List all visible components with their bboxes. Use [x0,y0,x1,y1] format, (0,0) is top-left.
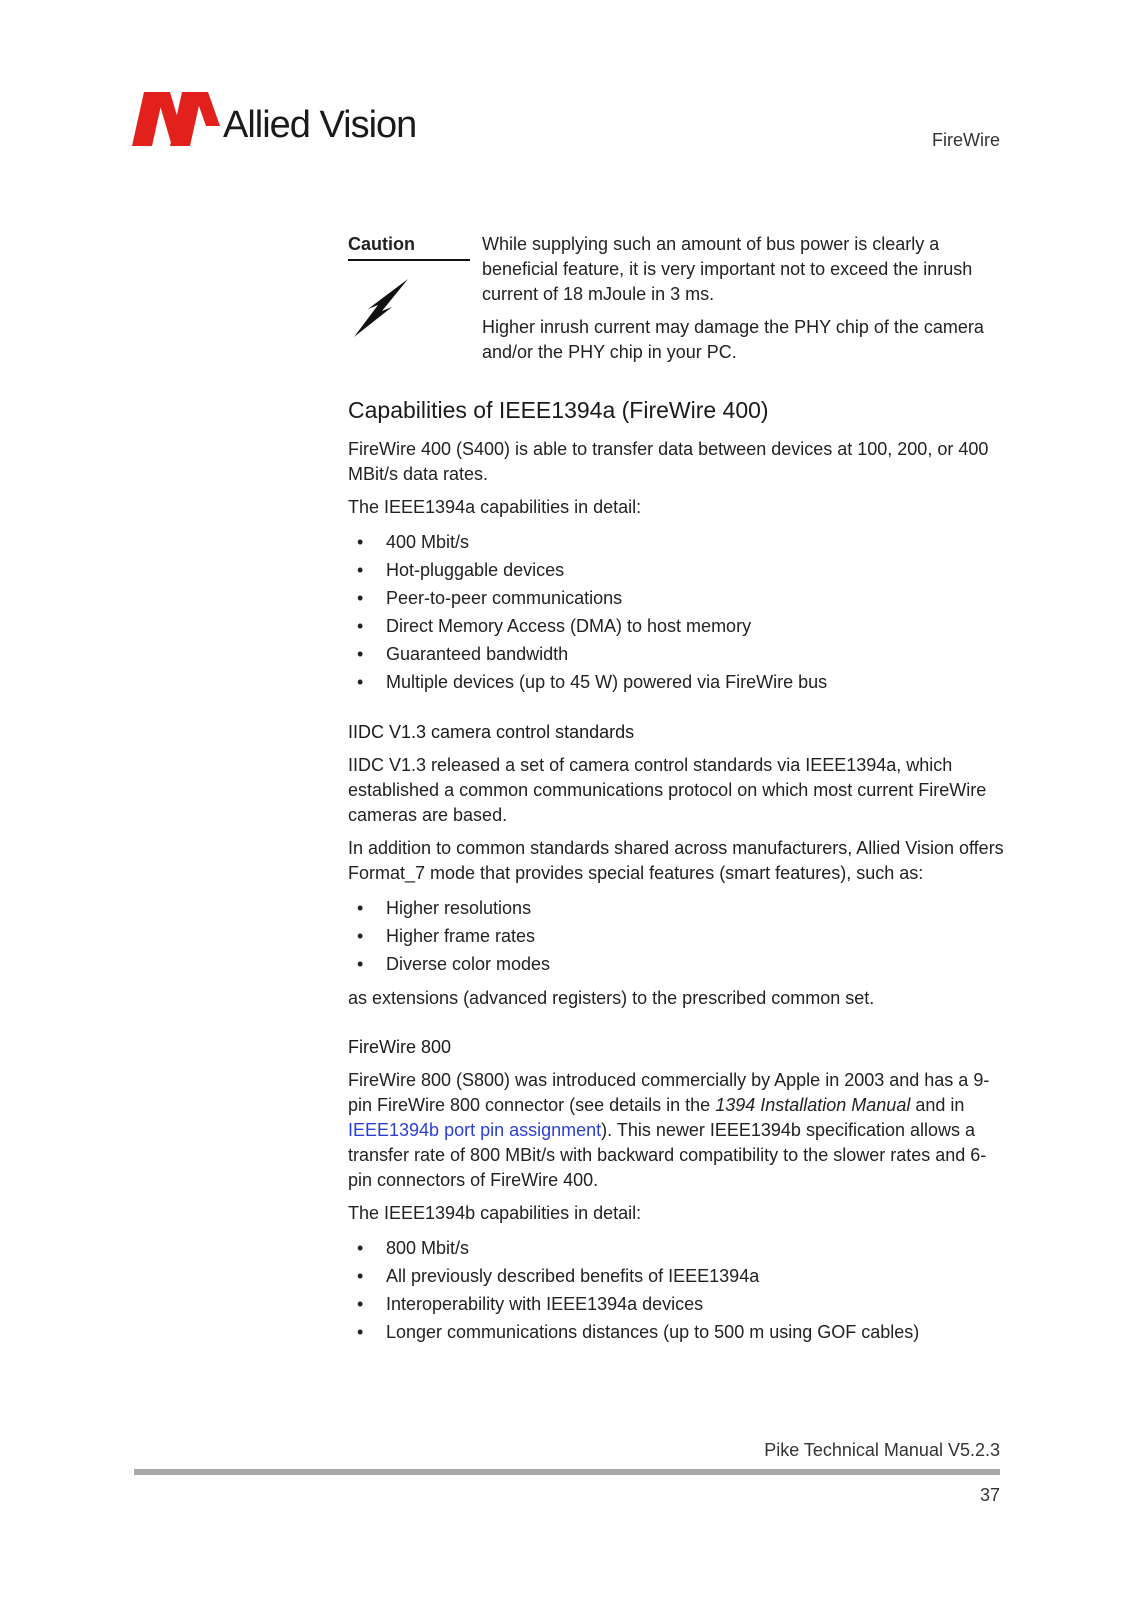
lightning-bolt-icon [352,277,482,346]
fw800-detail-intro: The IEEE1394b capabilities in detail: [348,1203,642,1223]
footer-divider [134,1469,1000,1475]
list-item: • 400 Mbit/s [348,528,1004,556]
caution-paragraph: Higher inrush current may damage the PHY chip of the camera and/or the PHY chip in your PC. [482,317,984,362]
footer-manual-title: Pike Technical Manual V5.2.3 [764,1440,1000,1460]
iidc-heading: IIDC V1.3 camera control standards [348,722,635,742]
iidc-paragraph: IIDC V1.3 released a set of camera control standards via IEEE1394a, which established a common communications protocol on which most current FireWire cameras are based. [348,755,987,825]
capabilities-list [348,528,1004,696]
port-pin-assignment-link[interactable]: IEEE1394b port pin assignment [348,1120,602,1140]
caution-paragraph: While supplying such an amount of bus power is clearly a beneficial feature, it is very important not to exceed the inrush current of 18 mJoule in 3 ms. [482,234,973,304]
iidc-paragraph: In addition to common standards shared across manufacturers, Allied Vision offers Format_7 mode that provides special features (smart features), such as: [348,838,1004,883]
capabilities-detail-intro: The IEEE1394a capabilities in detail: [348,497,642,517]
fw800-list [348,1234,1004,1346]
manual-title: 1394 Installation Manual [715,1095,911,1115]
capabilities-intro: FireWire 400 (S400) is able to transfer data between devices at 100, 200, or 400 MBit/s data rates. [348,439,989,484]
iidc-outro: as extensions (advanced registers) to the prescribed common set. [348,988,875,1008]
section-header: FireWire [932,130,1000,150]
list-item: • 800 Mbit/s [348,1234,1004,1262]
fw800-paragraph: FireWire 800 (S800) was introduced commercially by Apple in 2003 and has a 9-pin FireWire 800 connector (see details in the 1394 Installation Manual and in IEEE1394b port pin assignment). This newer IEEE1394b specification allows a transfer rate of 800 MBit/s with backward compatibility to the slower rates and 6-pin connectors of FireWire 400. [348,1070,990,1190]
list-item: • Higher frame rates [348,922,1004,950]
caution-label: Caution [348,232,470,261]
brand-name: Allied Vision [223,104,417,146]
fw800-heading: FireWire 800 [348,1037,452,1057]
capabilities-heading: Capabilities of IEEE1394a (FireWire 400) [348,397,769,423]
allied-vision-logo-mark-icon [130,92,222,148]
caution-box [348,232,1004,373]
list-item: • Guaranteed bandwidth [348,640,1004,668]
list-item: • Longer communications distances (up to 500 m using GOF cables) [348,1318,1004,1346]
list-item: • Interoperability with IEEE1394a devices [348,1290,1004,1318]
list-item: • Hot-pluggable devices [348,556,1004,584]
list-item: • Direct Memory Access (DMA) to host memory [348,612,1004,640]
list-item: • Higher resolutions [348,894,1004,922]
list-item: • All previously described benefits of IEEE1394a [348,1262,1004,1290]
allied-vision-logo [130,92,430,152]
list-item: • Peer-to-peer communications [348,584,1004,612]
list-item: • Diverse color modes [348,950,1004,978]
list-item: • Multiple devices (up to 45 W) powered via FireWire bus [348,668,1004,696]
page-number: 37 [979,1485,1000,1505]
main-content [348,232,1004,1354]
iidc-list [348,894,1004,978]
